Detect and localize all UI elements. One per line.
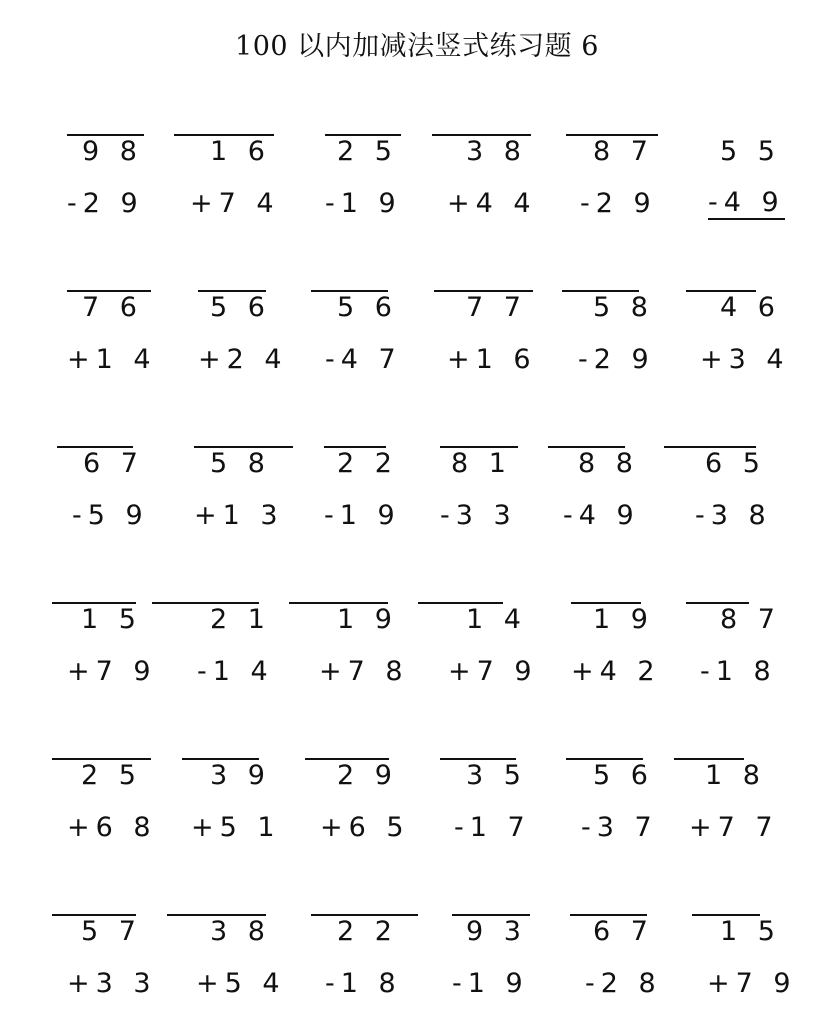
operator-number: -4 9 [563,500,640,531]
operator-number: -1 9 [452,968,529,999]
operator-number: -2 9 [578,344,655,375]
operator-number: +6 8 [67,812,157,843]
operator-number: -4 7 [325,344,402,375]
top-number: 2 5 [337,136,398,167]
problem [0,602,814,692]
operator-number: +1 6 [447,344,537,375]
worksheet-title: 100 以内加减法竖式练习题 6 [235,31,599,62]
operator-number: +5 1 [191,812,281,843]
top-number: 7 6 [82,292,143,323]
top-number: 9 3 [466,916,527,947]
top-number: 5 7 [81,916,142,947]
operator-number: -4 9 [708,187,785,218]
operator-number: +5 4 [196,968,286,999]
problem [0,914,814,1004]
operator-number: +4 2 [571,656,661,687]
problem [0,446,814,536]
top-number: 8 7 [720,604,781,635]
top-number: 1 6 [210,136,271,167]
operator-number: +2 4 [198,344,288,375]
top-number: 1 5 [81,604,142,635]
operator-number: -3 3 [440,500,517,531]
top-number: 2 2 [337,916,398,947]
operator-number: +7 4 [190,188,280,219]
operator-number: +1 3 [194,500,284,531]
operator-number: -1 8 [325,968,402,999]
operator-number: -3 7 [581,812,658,843]
operator-number: +7 9 [448,656,538,687]
problem [0,758,814,848]
operator-number: +3 3 [67,968,157,999]
top-number: 3 5 [466,760,527,791]
top-number: 8 8 [578,448,639,479]
operator-number: -2 9 [580,188,657,219]
top-number: 8 1 [451,448,512,479]
top-number: 3 8 [210,916,271,947]
problem [0,134,814,224]
operator-number: -3 8 [695,500,772,531]
top-number: 3 8 [466,136,527,167]
top-number: 6 7 [593,916,654,947]
top-number: 5 8 [210,448,271,479]
operator-number: +4 4 [447,188,537,219]
operator-number: -1 9 [325,188,402,219]
operator-number: -1 9 [324,500,401,531]
operator-number: +7 8 [319,656,409,687]
top-number: 4 6 [720,292,781,323]
top-number: 8 7 [593,136,654,167]
top-number: 1 5 [720,916,781,947]
operator-number: -1 4 [197,656,274,687]
operator-number: +7 9 [707,968,797,999]
operator-number: -1 7 [454,812,531,843]
top-number: 2 1 [210,604,271,635]
operator-number: +7 7 [689,812,779,843]
operator-number: -5 9 [72,500,149,531]
top-number: 2 2 [337,448,398,479]
problem [0,290,814,380]
top-number: 3 9 [210,760,271,791]
top-number: 2 9 [337,760,398,791]
top-number: 9 8 [82,136,143,167]
top-number: 1 9 [337,604,398,635]
operator-number: +1 4 [67,344,157,375]
top-number: 2 5 [81,760,142,791]
top-number: 5 6 [593,760,654,791]
top-number: 7 7 [466,292,527,323]
top-number: 5 8 [593,292,654,323]
operator-number: +7 9 [67,656,157,687]
top-number: 5 5 [720,136,781,167]
operator-number: -1 8 [700,656,777,687]
operator-number: -2 8 [585,968,662,999]
top-number: 5 6 [210,292,271,323]
top-number: 1 4 [466,604,527,635]
top-number: 6 7 [83,448,144,479]
top-number: 1 8 [705,760,766,791]
top-number: 5 6 [337,292,398,323]
operator-number: -2 9 [67,188,144,219]
operator-number: +3 4 [700,344,790,375]
top-number: 1 9 [593,604,654,635]
top-number: 6 5 [705,448,766,479]
operator-number: +6 5 [320,812,410,843]
